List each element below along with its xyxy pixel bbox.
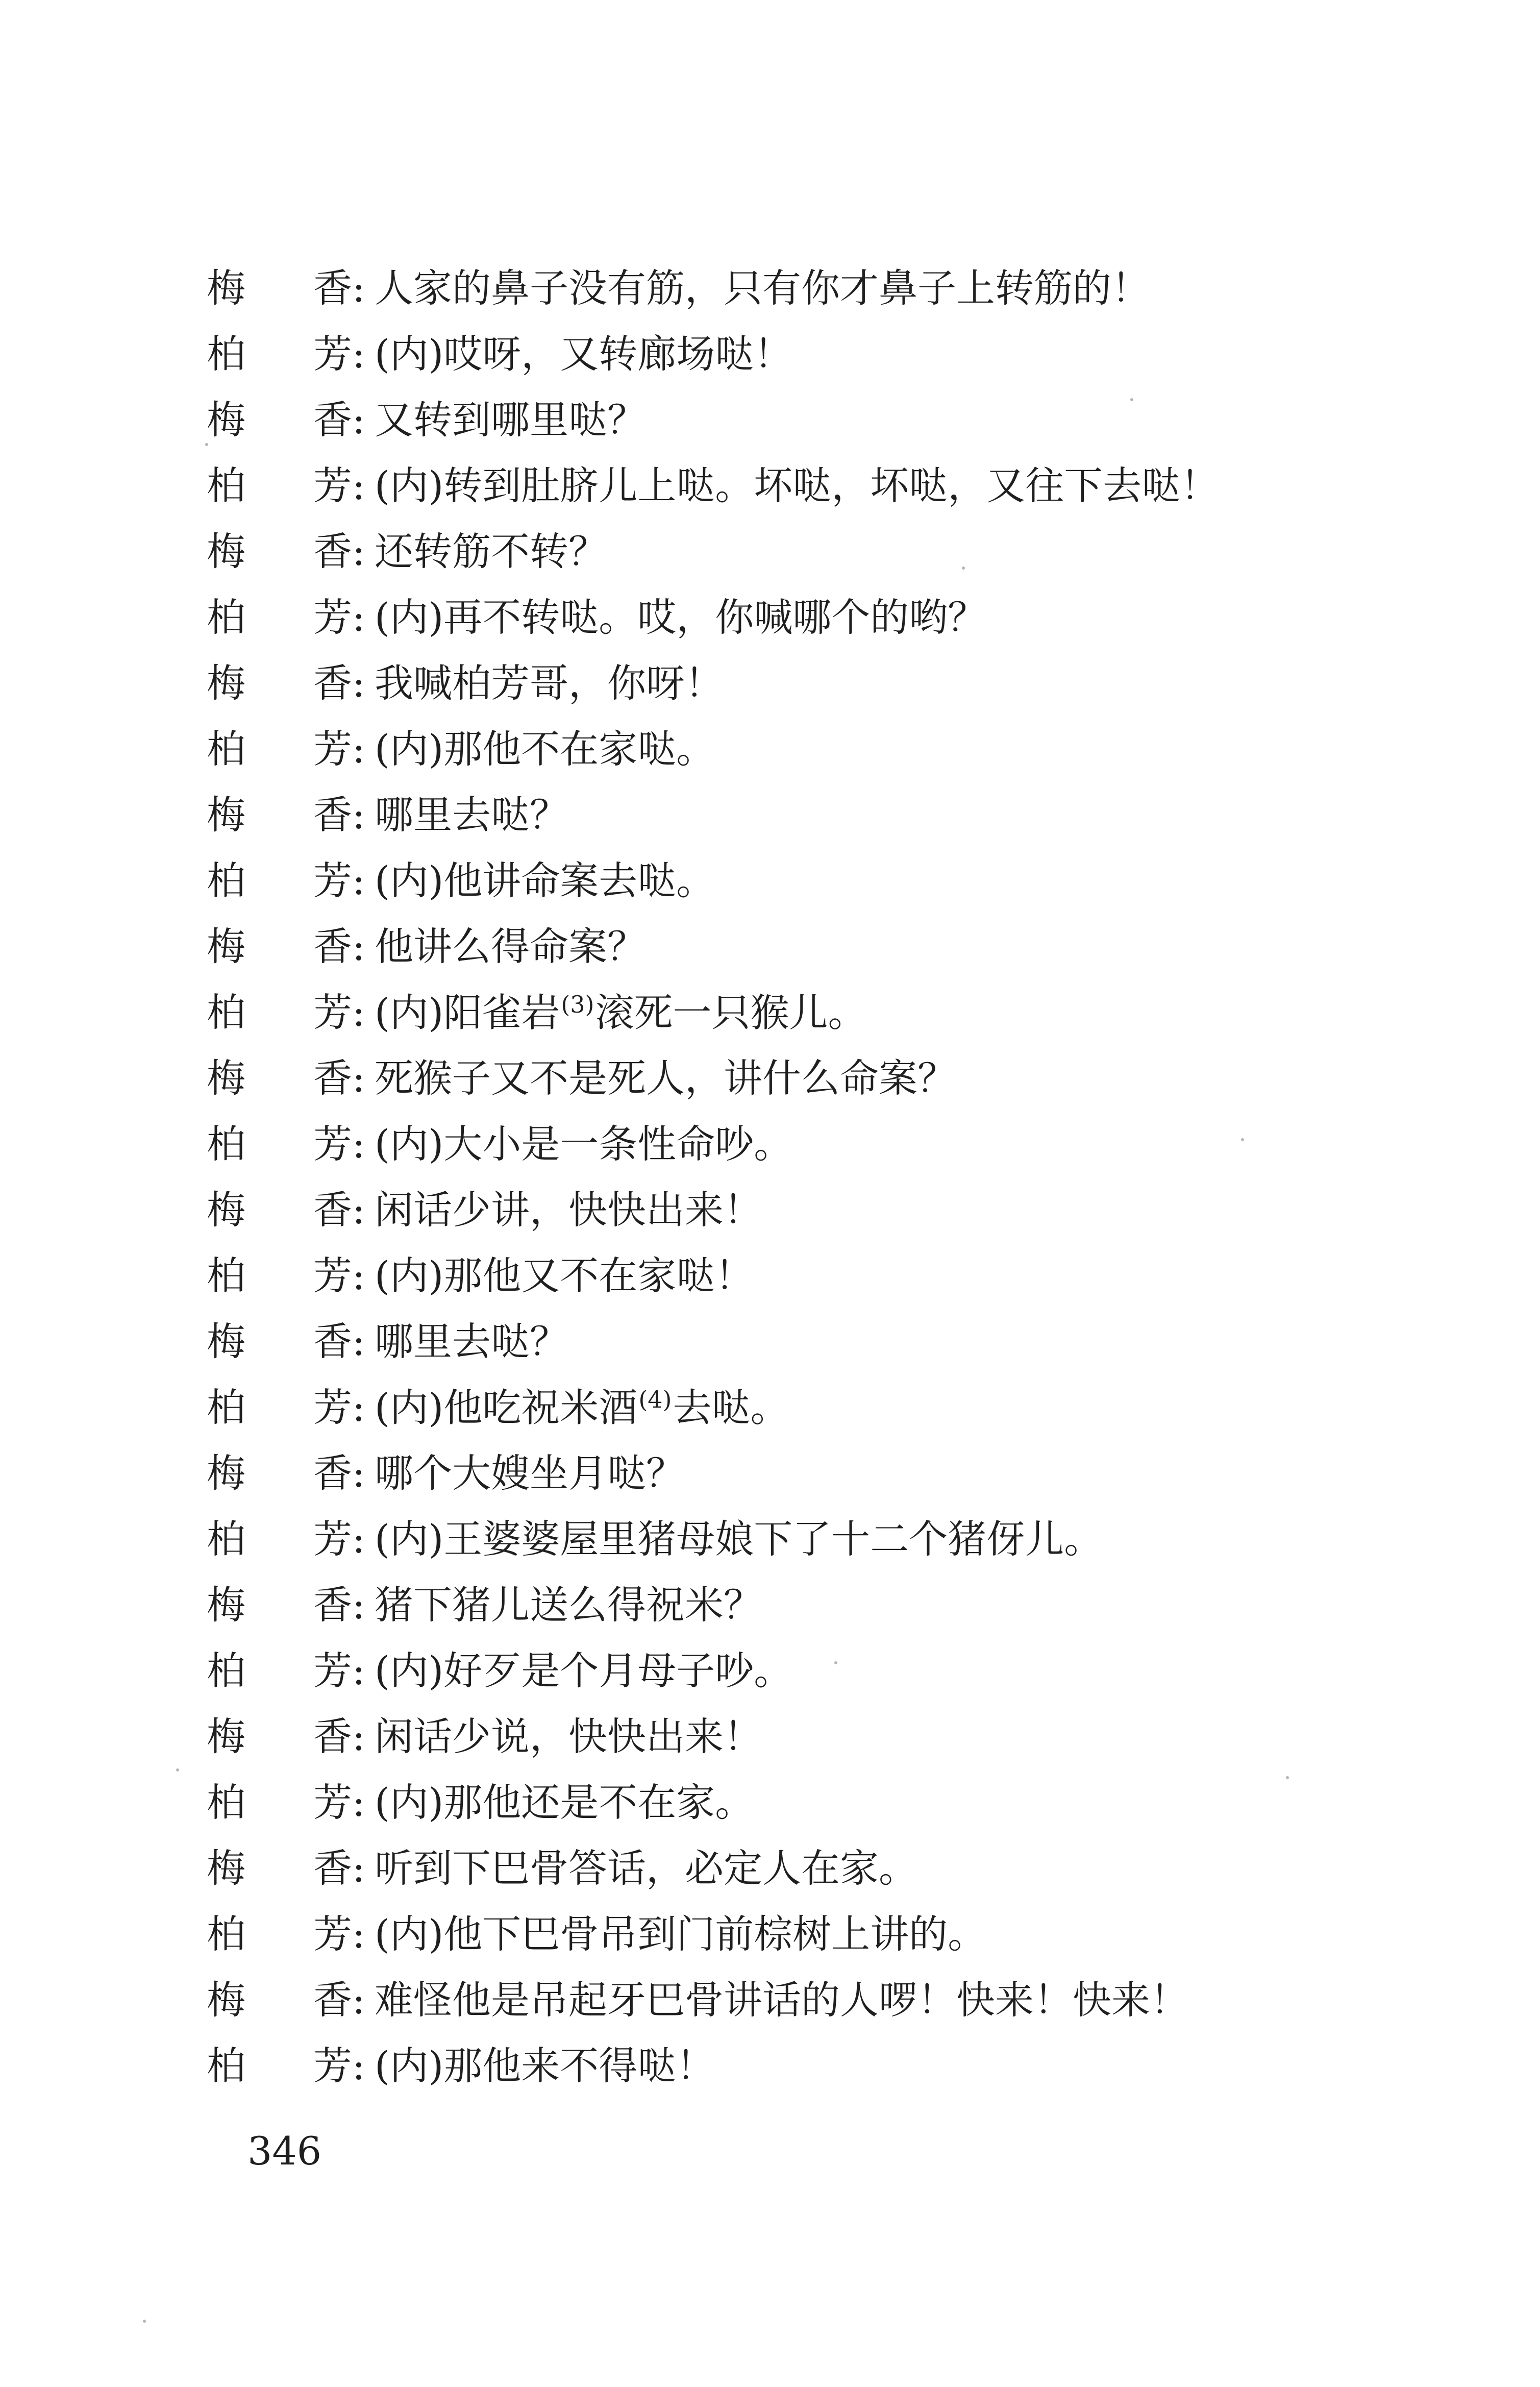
speaker-colon: : [352, 331, 365, 377]
speaker-name [207, 1318, 352, 1364]
footnote-marker: (4) [638, 1385, 672, 1413]
dialogue-line [207, 321, 1355, 387]
speaker-name [207, 1977, 352, 2023]
speaker-name [207, 726, 352, 772]
speech-text-main: (内)再不转哒。哎，你喊哪个的哟？ [375, 594, 987, 640]
speaker-char: 香 [313, 1055, 352, 1101]
speaker-name [207, 528, 352, 574]
speech-text-main: (内)哎呀，又转廊场哒！ [375, 331, 793, 377]
speaker-colon: : [352, 1121, 365, 1167]
speaker-char: 柏 [207, 2043, 245, 2088]
speech-text [375, 792, 568, 838]
speaker-char: 芳 [313, 462, 352, 508]
speaker-name [207, 2043, 352, 2088]
speaker-colon: : [352, 1582, 365, 1628]
speaker-char: 柏 [207, 1779, 245, 1825]
speaker-name [207, 1845, 352, 1891]
speaker-char: 柏 [207, 462, 245, 508]
dialogue-line [207, 519, 1355, 584]
speaker-char: 芳 [313, 1647, 352, 1693]
speech-text [375, 1911, 987, 1957]
speech-text-main: 人家的鼻子没有筋，只有你才鼻子上转筋的！ [375, 265, 1150, 311]
speech-text-main: 又转到哪里哒？ [375, 397, 646, 442]
speaker-colon: : [352, 1845, 365, 1891]
speech-text-main: (内)好歹是个月母子吵。 [375, 1647, 793, 1693]
speech-text-main: 死猴子又不是死人，讲什么命案？ [375, 1055, 956, 1101]
speaker-char: 香 [313, 1187, 352, 1233]
speaker-char: 梅 [207, 923, 245, 969]
speech-text [375, 660, 724, 706]
speaker-char: 梅 [207, 1187, 245, 1233]
speech-text [375, 1187, 762, 1233]
speaker-colon: : [352, 1384, 365, 1430]
speaker-char: 香 [313, 1845, 352, 1891]
speaker-name [207, 1450, 352, 1496]
speech-text [375, 331, 793, 377]
speaker-char: 香 [313, 265, 352, 311]
speaker-char: 柏 [207, 331, 245, 377]
speaker-char: 芳 [313, 331, 352, 377]
speech-text [375, 1121, 793, 1167]
speaker-char: 香 [313, 1713, 352, 1759]
speaker-char: 芳 [313, 1911, 352, 1957]
speech-text [375, 1516, 1103, 1562]
scan-speck [962, 567, 965, 570]
speaker-colon: : [352, 265, 365, 311]
speaker-name [207, 660, 352, 706]
footnote-marker: (3) [561, 990, 594, 1018]
scan-speck [1241, 1138, 1244, 1141]
speech-text-main: (内)大小是一条性命吵。 [375, 1121, 793, 1167]
speaker-colon: : [352, 1779, 365, 1825]
dialogue-line [207, 1638, 1355, 1704]
speaker-char: 梅 [207, 528, 245, 574]
speech-text [375, 1977, 1189, 2023]
speaker-char: 芳 [313, 2043, 352, 2088]
speech-text [375, 528, 607, 574]
speech-text [375, 265, 1150, 311]
speech-text [375, 923, 646, 969]
dialogue-line [207, 1769, 1355, 1835]
speech-text [375, 1318, 568, 1364]
speaker-char: 梅 [207, 1977, 245, 2023]
speech-text-main: 听到下巴骨答话，必定人在家。 [375, 1845, 917, 1891]
dialogue-line [207, 1374, 1355, 1440]
dialogue-line [207, 914, 1355, 979]
speech-text-continuation: 去哒。 [673, 1385, 789, 1431]
speech-text-main: (内)那他还是不在家。 [375, 1779, 754, 1825]
page-number: 346 [247, 2128, 322, 2174]
speaker-name [207, 792, 352, 838]
speaker-char: 梅 [207, 792, 245, 838]
speaker-char: 香 [313, 397, 352, 442]
speaker-name [207, 1911, 352, 1957]
dialogue-line [207, 650, 1355, 716]
dialogue-line [207, 584, 1355, 650]
dialogue-line [207, 387, 1355, 453]
scan-speck [143, 2320, 146, 2323]
speaker-colon: : [352, 1055, 365, 1101]
speech-text [375, 1385, 789, 1431]
dialogue-line [207, 1572, 1355, 1638]
dialogue-line [207, 1704, 1355, 1769]
speaker-name [207, 1384, 352, 1430]
speaker-char: 柏 [207, 1647, 245, 1693]
dialogue-line [207, 782, 1355, 848]
dialogue-line [207, 1901, 1355, 1967]
speaker-colon: : [352, 1450, 365, 1496]
speech-text [375, 990, 867, 1036]
speech-text-continuation: 滚死一只猴儿。 [595, 990, 867, 1036]
speech-text-main: (内)他下巴骨吊到门前棕树上讲的。 [375, 1911, 987, 1957]
speaker-colon: : [352, 792, 365, 838]
dialogue-line [207, 848, 1355, 914]
speech-text-main: (内)王婆婆屋里猪母娘下了十二个猪伢儿。 [375, 1516, 1103, 1562]
dialogue-line [207, 1835, 1355, 1901]
dialogue-line [207, 1309, 1355, 1374]
speech-text [375, 1582, 762, 1628]
dialogue-line [207, 1111, 1355, 1177]
speaker-char: 梅 [207, 1450, 245, 1496]
speaker-name [207, 1121, 352, 1167]
speech-text-main: 还转筋不转？ [375, 528, 607, 574]
dialogue-line [207, 1506, 1355, 1572]
speaker-char: 梅 [207, 265, 245, 311]
speech-text [375, 1779, 754, 1825]
speaker-char: 柏 [207, 1384, 245, 1430]
speaker-char: 香 [313, 792, 352, 838]
speaker-colon: : [352, 462, 365, 508]
speech-text-main: 难怪他是吊起牙巴骨讲话的人啰！快来！快来！ [375, 1977, 1189, 2023]
speaker-name [207, 1713, 352, 1759]
speaker-name [207, 1582, 352, 1628]
speaker-colon: : [352, 2043, 365, 2088]
speaker-char: 芳 [313, 857, 352, 903]
speech-text-main: 他讲么得命案？ [375, 923, 646, 969]
speaker-colon: : [352, 1911, 365, 1957]
speaker-char: 柏 [207, 1911, 245, 1957]
speaker-name [207, 462, 352, 508]
scan-speck [834, 1661, 837, 1664]
speaker-char: 柏 [207, 1516, 245, 1562]
speech-text [375, 1450, 685, 1496]
speaker-name [207, 857, 352, 903]
speech-text-main: (内)他吃祝米酒 [375, 1385, 638, 1431]
speaker-char: 香 [313, 1450, 352, 1496]
speaker-colon: : [352, 397, 365, 442]
speech-text [375, 857, 715, 903]
speaker-name [207, 265, 352, 311]
speaker-char: 梅 [207, 397, 245, 442]
speaker-name [207, 923, 352, 969]
speaker-char: 芳 [313, 1779, 352, 1825]
speaker-char: 香 [313, 660, 352, 706]
scan-speck [1286, 1776, 1289, 1779]
speaker-colon: : [352, 528, 365, 574]
dialogue-line [207, 1440, 1355, 1506]
speaker-colon: : [352, 726, 365, 772]
dialogue-line [207, 1045, 1355, 1111]
speaker-char: 芳 [313, 1252, 352, 1298]
speech-text-main: 哪里去哒？ [375, 1318, 568, 1364]
dialogue-line [207, 255, 1355, 321]
speaker-char: 芳 [313, 726, 352, 772]
speaker-colon: : [352, 594, 365, 640]
speaker-colon: : [352, 857, 365, 903]
speech-text [375, 462, 1220, 508]
speaker-char: 柏 [207, 1121, 245, 1167]
speaker-name [207, 594, 352, 640]
scan-speck [205, 443, 208, 446]
speech-text-main: 哪个大嫂坐月哒？ [375, 1450, 685, 1496]
dialogue-line [207, 716, 1355, 782]
speech-text [375, 1713, 762, 1759]
speech-text-main: (内)那他不在家哒。 [375, 726, 715, 772]
speaker-name [207, 397, 352, 442]
speech-text [375, 594, 987, 640]
speech-text-main: 猪下猪儿送么得祝米？ [375, 1582, 762, 1628]
speaker-char: 芳 [313, 1121, 352, 1167]
speaker-char: 香 [313, 1318, 352, 1364]
speaker-colon: : [352, 1318, 365, 1364]
speaker-colon: : [352, 1187, 365, 1233]
speaker-colon: : [352, 989, 365, 1035]
speaker-char: 柏 [207, 1252, 245, 1298]
speaker-name [207, 1252, 352, 1298]
speaker-name [207, 1779, 352, 1825]
speaker-char: 柏 [207, 594, 245, 640]
speech-text-main: 我喊柏芳哥，你呀！ [375, 660, 724, 706]
speaker-char: 柏 [207, 726, 245, 772]
speaker-char: 梅 [207, 660, 245, 706]
speaker-char: 芳 [313, 1384, 352, 1430]
speaker-char: 柏 [207, 857, 245, 903]
speech-text-main: (内)那他又不在家哒！ [375, 1252, 754, 1298]
speech-text-main: (内)转到肚脐儿上哒。坏哒，坏哒，又往下去哒！ [375, 462, 1220, 508]
speech-text [375, 2043, 715, 2088]
scan-speck [176, 1768, 179, 1771]
speech-text-main: 闲话少讲，快快出来！ [375, 1187, 762, 1233]
speaker-name [207, 989, 352, 1035]
speaker-name [207, 1516, 352, 1562]
dialogue-line [207, 979, 1355, 1045]
speech-text-main: (内)他讲命案去哒。 [375, 857, 715, 903]
speaker-name [207, 1647, 352, 1693]
speaker-name [207, 331, 352, 377]
speaker-name [207, 1055, 352, 1101]
speaker-char: 梅 [207, 1055, 245, 1101]
speaker-colon: : [352, 1713, 365, 1759]
speech-text-main: 哪里去哒？ [375, 792, 568, 838]
speaker-char: 芳 [313, 594, 352, 640]
speaker-char: 芳 [313, 989, 352, 1035]
dialogue-line [207, 1177, 1355, 1243]
speaker-colon: : [352, 1516, 365, 1562]
scan-speck [1130, 398, 1133, 401]
speaker-colon: : [352, 923, 365, 969]
speech-text-main: 闲话少说，快快出来！ [375, 1713, 762, 1759]
speaker-char: 香 [313, 1977, 352, 2023]
speaker-colon: : [352, 1252, 365, 1298]
speaker-char: 梅 [207, 1845, 245, 1891]
dialogue-line [207, 2033, 1355, 2099]
speaker-char: 梅 [207, 1318, 245, 1364]
speaker-char: 梅 [207, 1582, 245, 1628]
speaker-char: 香 [313, 1582, 352, 1628]
speaker-char: 香 [313, 923, 352, 969]
speech-text [375, 1647, 793, 1693]
speaker-char: 香 [313, 528, 352, 574]
speech-text [375, 1055, 956, 1101]
speaker-colon: : [352, 1977, 365, 2023]
speaker-colon: : [352, 1647, 365, 1693]
speech-text [375, 1845, 917, 1891]
speaker-name [207, 1187, 352, 1233]
speech-text [375, 726, 715, 772]
speaker-char: 梅 [207, 1713, 245, 1759]
speech-text [375, 397, 646, 442]
speaker-colon: : [352, 660, 365, 706]
dialogue-body [207, 255, 1355, 2099]
speech-text-main: (内)阳雀岩 [375, 990, 560, 1036]
speech-text [375, 1252, 754, 1298]
dialogue-line [207, 1243, 1355, 1309]
speech-text-main: (内)那他来不得哒！ [375, 2043, 715, 2088]
speaker-char: 柏 [207, 989, 245, 1035]
dialogue-line [207, 453, 1355, 519]
speaker-char: 芳 [313, 1516, 352, 1562]
dialogue-line [207, 1967, 1355, 2033]
